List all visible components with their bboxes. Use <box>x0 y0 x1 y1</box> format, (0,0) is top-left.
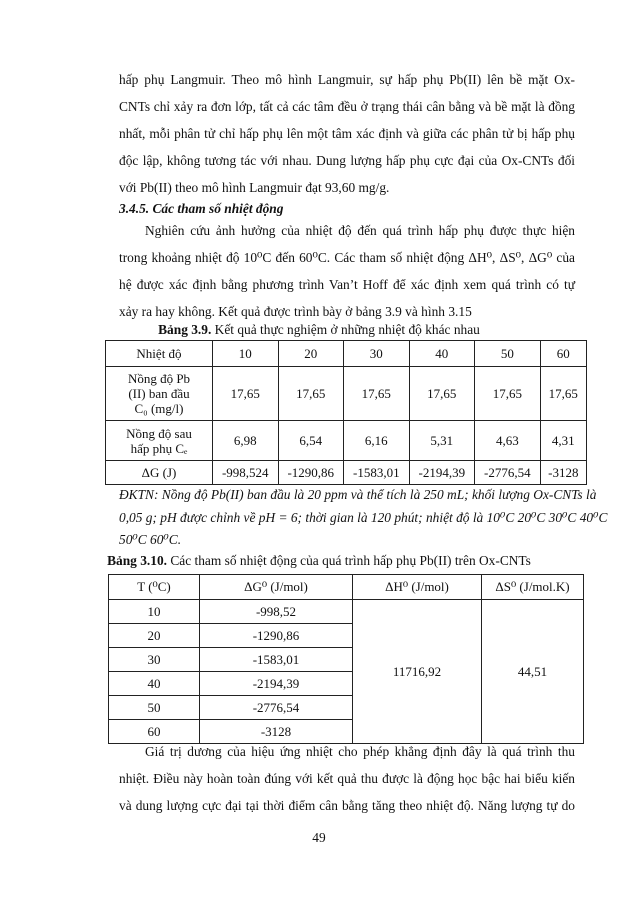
table-cell: 50 <box>109 696 200 720</box>
body-line: Nghiên cứu ảnh hưởng của nhiệt độ đến quá trình hấp phụ được thực hiện <box>145 223 575 238</box>
table-3-9-caption: Bảng 3.9. Kết quả thực nghiệm ở những nhiệt độ khác nhau <box>158 322 480 337</box>
table-cell: 17,65 <box>344 367 410 421</box>
table-cell: 4,63 <box>475 421 541 461</box>
table-note-line: ĐKTN: Nồng độ Pb(II) ban đầu là 20 ppm và thể tích là 250 mL; khối lượng Ox-CNTs là <box>119 487 597 502</box>
row-label: Nồng độ sau hấp phụ Cₑ <box>106 421 213 461</box>
table-note-line: 50⁰C 60⁰C. <box>119 532 182 547</box>
body-line: trong khoảng nhiệt độ 10⁰C đến 60⁰C. Các tham số nhiệt động ΔH⁰, ΔS⁰, ΔG⁰ của <box>119 250 575 265</box>
table-cell: 10 <box>109 600 200 624</box>
table-3-10 <box>108 574 584 744</box>
table-header-cell: 50 <box>475 341 541 367</box>
table-header-row <box>106 341 587 367</box>
delta-s-cell: 44,51 <box>482 600 584 744</box>
table-cell: 30 <box>109 648 200 672</box>
body-line: CNTs chỉ xảy ra đơn lớp, tất cả các tâm đều ở trạng thái cân bằng và bề mặt là đồng <box>119 99 575 114</box>
table-cell: -1583,01 <box>200 648 353 672</box>
body-line: Giá trị dương của hiệu ứng nhiệt cho phép khẳng định đây là quá trình thu <box>145 744 575 759</box>
section-heading: 3.4.5. Các tham số nhiệt động <box>119 201 284 216</box>
table-row <box>109 600 584 624</box>
page-number: 49 <box>312 830 326 845</box>
table-cell: -1583,01 <box>344 461 410 485</box>
table-cell: 17,65 <box>278 367 344 421</box>
body-line: độc lập, không tương tác với nhau. Dung lượng hấp phụ cực đại của Ox-CNTs đối <box>119 153 575 168</box>
table-cell: 6,98 <box>213 421 279 461</box>
table-cell: 6,16 <box>344 421 410 461</box>
table-cell: -1290,86 <box>200 624 353 648</box>
table-cell: 60 <box>109 720 200 744</box>
table-cell: -998,52 <box>200 600 353 624</box>
table-row <box>106 367 587 421</box>
table-cell: -2776,54 <box>475 461 541 485</box>
body-line: nhiệt. Điều này hoàn toàn đúng với kết quả thu được là động học bậc hai biểu kiến <box>119 771 575 786</box>
table-cell: -1290,86 <box>278 461 344 485</box>
table-header-cell: T (⁰C) <box>109 575 200 600</box>
table-cell: -998,524 <box>213 461 279 485</box>
table-cell: 17,65 <box>475 367 541 421</box>
table-header-row <box>109 575 584 600</box>
table-header-cell: 10 <box>213 341 279 367</box>
table-cell: 4,31 <box>540 421 586 461</box>
table-header-cell: ΔG⁰ (J/mol) <box>200 575 353 600</box>
body-line: xảy ra hay không. Kết quả được trình bày ở bảng 3.9 và hình 3.15 <box>119 304 472 319</box>
table-header-cell: ΔS⁰ (J/mol.K) <box>482 575 584 600</box>
table-cell: 20 <box>109 624 200 648</box>
table-cell: -3128 <box>200 720 353 744</box>
table-cell: -2194,39 <box>200 672 353 696</box>
table-cell: -2194,39 <box>409 461 475 485</box>
body-line: nhất, mỗi phân tử chỉ hấp phụ lên một tâm xác định và giữa các phân tử bị hấp phụ <box>119 126 575 141</box>
table-row <box>106 461 587 485</box>
table-cell: 17,65 <box>540 367 586 421</box>
table-cell: 40 <box>109 672 200 696</box>
body-line: hấp phụ Langmuir. Theo mô hình Langmuir, sự hấp phụ Pb(II) lên bề mặt Ox- <box>119 72 575 87</box>
table-cell: 17,65 <box>409 367 475 421</box>
body-line: hệ được xác định bằng phương trình Van’t Hoff để xác định xem quá trình có tự <box>119 277 575 292</box>
table-cell: -2776,54 <box>200 696 353 720</box>
table-3-9 <box>105 340 587 485</box>
table-row <box>106 421 587 461</box>
delta-h-cell: 11716,92 <box>353 600 482 744</box>
body-line: và dung lượng cực đại tại thời điểm cân bằng tăng theo nhiệt độ. Năng lượng tự do <box>119 798 575 813</box>
body-line: với Pb(II) theo mô hình Langmuir đạt 93,60 mg/g. <box>119 180 390 195</box>
table-header-cell: Nhiệt độ <box>106 341 213 367</box>
table-3-10-caption: Bảng 3.10. Các tham số nhiệt động của quá trình hấp phụ Pb(II) trên Ox-CNTs <box>107 553 531 568</box>
table-header-cell: 20 <box>278 341 344 367</box>
table-cell: 17,65 <box>213 367 279 421</box>
row-label: ΔG (J) <box>106 461 213 485</box>
table-header-cell: 30 <box>344 341 410 367</box>
row-label: Nồng độ Pb (II) ban đầu C₀ (mg/l) <box>106 367 213 421</box>
table-header-cell: 60 <box>540 341 586 367</box>
table-cell: -3128 <box>540 461 586 485</box>
table-cell: 5,31 <box>409 421 475 461</box>
table-note-line: 0,05 g; pH được chỉnh về pH = 6; thời gian là 120 phút; nhiệt độ là 10⁰C 20⁰C 30⁰C 40⁰C <box>119 510 608 525</box>
table-header-cell: ΔH⁰ (J/mol) <box>353 575 482 600</box>
table-cell: 6,54 <box>278 421 344 461</box>
table-header-cell: 40 <box>409 341 475 367</box>
